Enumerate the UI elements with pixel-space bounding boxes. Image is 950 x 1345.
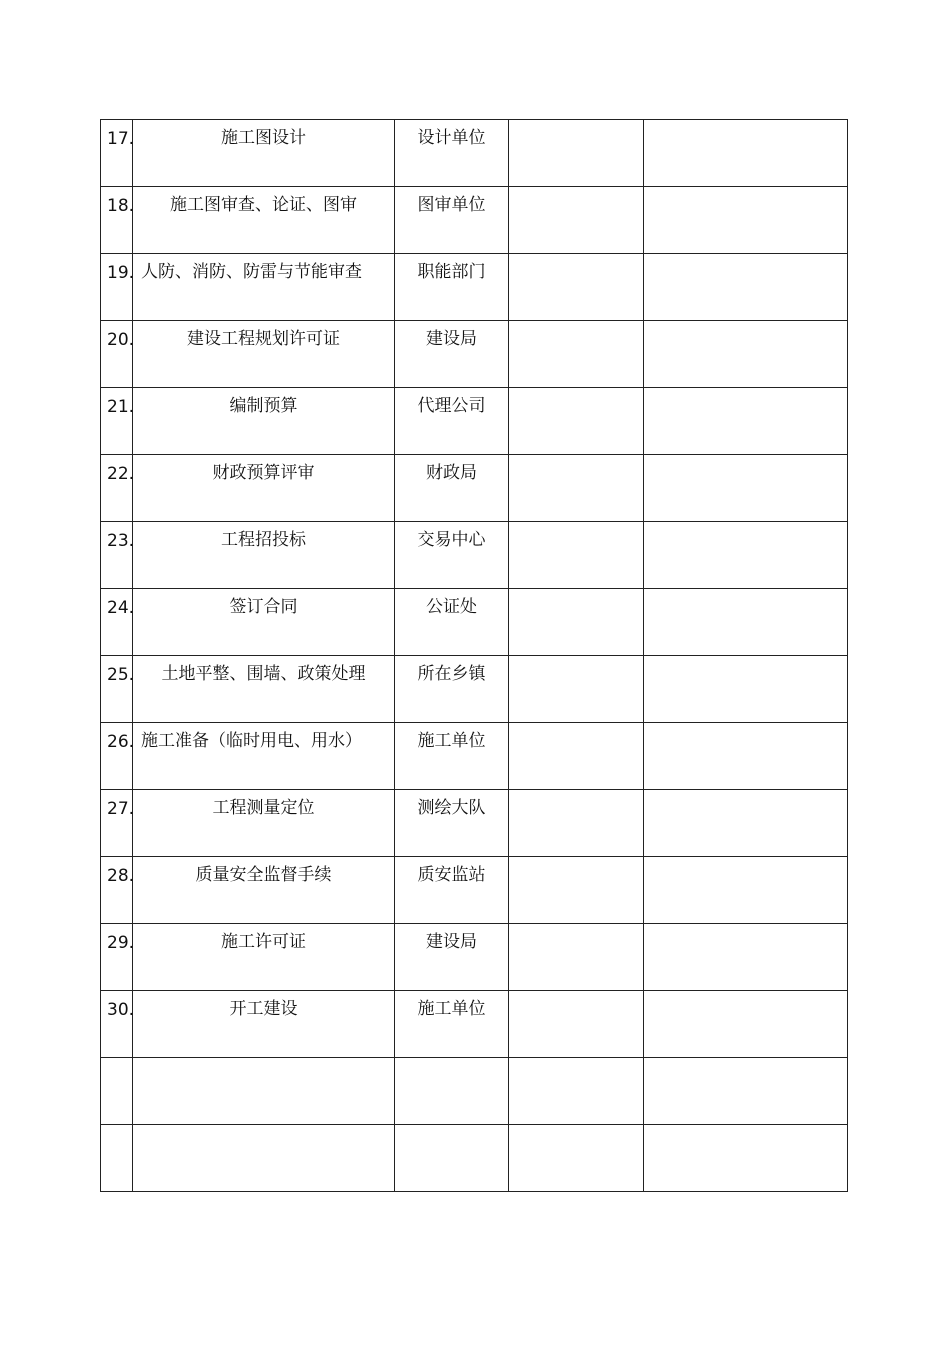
empty-cell: [644, 589, 848, 656]
table-row: [101, 723, 848, 790]
responsible-unit: 设计单位: [395, 120, 509, 187]
empty-cell: [509, 656, 644, 723]
empty-cell: [509, 790, 644, 857]
row-number: 18.: [101, 187, 133, 254]
table-row: [101, 321, 848, 388]
table-row: [101, 1125, 848, 1192]
row-number: 26.: [101, 723, 133, 790]
empty-cell: [644, 522, 848, 589]
row-number: 22.: [101, 455, 133, 522]
responsible-unit: 财政局: [395, 455, 509, 522]
table-row: [101, 857, 848, 924]
table-row: [101, 656, 848, 723]
row-number: 21.: [101, 388, 133, 455]
responsible-unit: 施工单位: [395, 991, 509, 1058]
task-name: 工程招投标: [133, 522, 395, 589]
row-number: [101, 1125, 133, 1192]
row-number: 23.: [101, 522, 133, 589]
task-name: 签订合同: [133, 589, 395, 656]
procedure-table: [100, 119, 848, 1192]
empty-cell: [509, 991, 644, 1058]
empty-cell: [509, 254, 644, 321]
empty-cell: [644, 187, 848, 254]
table-row: [101, 187, 848, 254]
row-number: 28.: [101, 857, 133, 924]
row-number: 27.: [101, 790, 133, 857]
responsible-unit: 职能部门: [395, 254, 509, 321]
responsible-unit: 施工单位: [395, 723, 509, 790]
row-number: 29.: [101, 924, 133, 991]
row-number: 30.: [101, 991, 133, 1058]
empty-cell: [644, 656, 848, 723]
task-name: 施工图设计: [133, 120, 395, 187]
empty-cell: [509, 589, 644, 656]
responsible-unit: 图审单位: [395, 187, 509, 254]
responsible-unit: 建设局: [395, 924, 509, 991]
empty-cell: [509, 388, 644, 455]
row-number: [101, 1058, 133, 1125]
task-name: 财政预算评审: [133, 455, 395, 522]
task-name: 开工建设: [133, 991, 395, 1058]
table-row: [101, 790, 848, 857]
task-name: 施工图审查、论证、图审: [133, 187, 395, 254]
empty-cell: [644, 120, 848, 187]
table-row: [101, 991, 848, 1058]
empty-cell: [644, 857, 848, 924]
table-row: [101, 924, 848, 991]
empty-cell: [644, 924, 848, 991]
empty-cell: [644, 723, 848, 790]
empty-cell: [509, 187, 644, 254]
empty-cell: [644, 254, 848, 321]
empty-cell: [644, 1125, 848, 1192]
row-number: 17.: [101, 120, 133, 187]
task-name: 人防、消防、防雷与节能审查: [133, 254, 395, 321]
empty-cell: [644, 1058, 848, 1125]
empty-cell: [509, 321, 644, 388]
task-name: [133, 1058, 395, 1125]
empty-cell: [644, 321, 848, 388]
responsible-unit: 所在乡镇: [395, 656, 509, 723]
task-name: [133, 1125, 395, 1192]
responsible-unit: 测绘大队: [395, 790, 509, 857]
empty-cell: [644, 388, 848, 455]
empty-cell: [644, 455, 848, 522]
empty-cell: [509, 723, 644, 790]
row-number: 24.: [101, 589, 133, 656]
table-row: [101, 455, 848, 522]
empty-cell: [509, 1125, 644, 1192]
empty-cell: [509, 1058, 644, 1125]
responsible-unit: [395, 1125, 509, 1192]
responsible-unit: 质安监站: [395, 857, 509, 924]
responsible-unit: 代理公司: [395, 388, 509, 455]
table-row: [101, 1058, 848, 1125]
task-name: 建设工程规划许可证: [133, 321, 395, 388]
responsible-unit: [395, 1058, 509, 1125]
task-name: 工程测量定位: [133, 790, 395, 857]
empty-cell: [509, 455, 644, 522]
table-row: [101, 254, 848, 321]
row-number: 20.: [101, 321, 133, 388]
task-name: 编制预算: [133, 388, 395, 455]
table-row: [101, 589, 848, 656]
empty-cell: [509, 120, 644, 187]
responsible-unit: 交易中心: [395, 522, 509, 589]
task-name: 施工准备（临时用电、用水）: [133, 723, 395, 790]
table-row: [101, 388, 848, 455]
empty-cell: [509, 522, 644, 589]
task-name: 质量安全监督手续: [133, 857, 395, 924]
row-number: 19.: [101, 254, 133, 321]
responsible-unit: 建设局: [395, 321, 509, 388]
empty-cell: [509, 924, 644, 991]
empty-cell: [644, 790, 848, 857]
table-row: [101, 522, 848, 589]
responsible-unit: 公证处: [395, 589, 509, 656]
row-number: 25.: [101, 656, 133, 723]
empty-cell: [644, 991, 848, 1058]
table-row: [101, 120, 848, 187]
task-name: 施工许可证: [133, 924, 395, 991]
task-name: 土地平整、围墙、政策处理: [133, 656, 395, 723]
empty-cell: [509, 857, 644, 924]
